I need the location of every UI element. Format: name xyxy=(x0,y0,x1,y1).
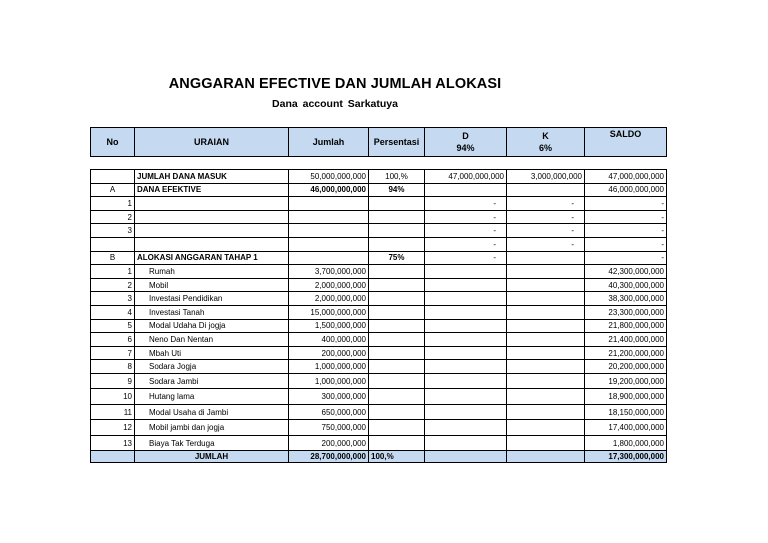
header-spacer xyxy=(91,157,667,170)
table-row xyxy=(91,373,667,389)
cell-no: 5 xyxy=(91,319,135,333)
cell-k: - xyxy=(507,197,585,211)
cell-saldo: - xyxy=(585,210,667,224)
cell-persentasi xyxy=(369,197,425,211)
cell-saldo: - xyxy=(585,197,667,211)
cell-d: - xyxy=(425,251,507,265)
cell-persentasi xyxy=(369,305,425,319)
cell-no xyxy=(91,170,135,184)
cell-d xyxy=(425,389,507,405)
cell-jumlah: 650,000,000 xyxy=(289,404,369,420)
cell-d xyxy=(425,420,507,436)
cell-jumlah: 200,000,000 xyxy=(289,346,369,360)
report-subtitle: Dana account Sarkatuya xyxy=(272,98,398,110)
header-persentasi: Persentasi xyxy=(369,128,425,157)
cell-d xyxy=(425,360,507,374)
table-row xyxy=(91,333,667,347)
cell-jumlah: 1,000,000,000 xyxy=(289,360,369,374)
cell-no: 7 xyxy=(91,346,135,360)
cell-uraian: Sodara Jambi xyxy=(135,373,289,389)
cell-d: - xyxy=(425,210,507,224)
cell-uraian: JUMLAH DANA MASUK xyxy=(135,170,289,184)
cell-jumlah: 1,500,000,000 xyxy=(289,319,369,333)
cell-no: 3 xyxy=(91,224,135,238)
cell-persentasi xyxy=(369,237,425,251)
cell-k xyxy=(507,360,585,374)
cell-uraian: Rumah xyxy=(135,265,289,279)
total-persentasi: 100,% xyxy=(369,451,425,463)
cell-saldo: 40,300,000,000 xyxy=(585,278,667,292)
cell-saldo: - xyxy=(585,224,667,238)
total-no xyxy=(91,451,135,463)
cell-saldo: 20,200,000,000 xyxy=(585,360,667,374)
cell-uraian: Investasi Pendidikan xyxy=(135,292,289,306)
cell-d: - xyxy=(425,224,507,238)
cell-k xyxy=(507,265,585,279)
header-d xyxy=(425,128,507,157)
cell-persentasi xyxy=(369,224,425,238)
cell-d xyxy=(425,333,507,347)
cell-uraian: Modal Udaha Di jogja xyxy=(135,319,289,333)
cell-persentasi: 75% xyxy=(369,251,425,265)
cell-saldo: 23,300,000,000 xyxy=(585,305,667,319)
cell-no: 4 xyxy=(91,305,135,319)
cell-uraian xyxy=(135,237,289,251)
cell-k xyxy=(507,420,585,436)
report-title: ANGGARAN EFECTIVE DAN JUMLAH ALOKASI xyxy=(168,76,502,92)
header-k-pct: 6% xyxy=(538,143,552,153)
cell-jumlah: 3,700,000,000 xyxy=(289,265,369,279)
table-row xyxy=(91,346,667,360)
table-row xyxy=(91,183,667,197)
cell-no: 12 xyxy=(91,420,135,436)
cell-d: - xyxy=(425,197,507,211)
total-label: JUMLAH xyxy=(135,451,289,463)
total-jumlah: 28,700,000,000 xyxy=(289,451,369,463)
cell-persentasi xyxy=(369,292,425,306)
header-d-pct: 94% xyxy=(456,143,475,153)
cell-d xyxy=(425,373,507,389)
cell-jumlah: 2,000,000,000 xyxy=(289,278,369,292)
table-row xyxy=(91,319,667,333)
cell-uraian: DANA EFEKTIVE xyxy=(135,183,289,197)
cell-d xyxy=(425,292,507,306)
cell-saldo: 19,200,000,000 xyxy=(585,373,667,389)
table-row xyxy=(91,420,667,436)
cell-d xyxy=(425,319,507,333)
cell-jumlah: 46,000,000,000 xyxy=(289,183,369,197)
table-row xyxy=(91,305,667,319)
cell-uraian: Investasi Tanah xyxy=(135,305,289,319)
cell-saldo: 17,400,000,000 xyxy=(585,420,667,436)
cell-saldo: 21,800,000,000 xyxy=(585,319,667,333)
cell-jumlah xyxy=(289,224,369,238)
cell-persentasi xyxy=(369,278,425,292)
cell-d xyxy=(425,278,507,292)
cell-d: - xyxy=(425,237,507,251)
cell-persentasi xyxy=(369,333,425,347)
table-row xyxy=(91,224,667,238)
cell-uraian: Biaya Tak Terduga xyxy=(135,435,289,451)
total-k xyxy=(507,451,585,463)
cell-k xyxy=(507,319,585,333)
cell-no: B xyxy=(91,251,135,265)
total-d xyxy=(425,451,507,463)
cell-uraian xyxy=(135,197,289,211)
cell-d xyxy=(425,346,507,360)
table-row xyxy=(91,404,667,420)
cell-k xyxy=(507,183,585,197)
cell-no xyxy=(91,237,135,251)
header-saldo: SALDO xyxy=(585,128,667,157)
table-header xyxy=(91,128,667,157)
cell-k xyxy=(507,305,585,319)
cell-saldo: 1,800,000,000 xyxy=(585,435,667,451)
cell-d xyxy=(425,305,507,319)
cell-persentasi xyxy=(369,404,425,420)
cell-saldo: 42,300,000,000 xyxy=(585,265,667,279)
cell-jumlah: 750,000,000 xyxy=(289,420,369,436)
table-row xyxy=(91,251,667,265)
header-no: No xyxy=(91,128,135,157)
cell-no: 2 xyxy=(91,210,135,224)
cell-persentasi xyxy=(369,210,425,224)
cell-saldo: 18,150,000,000 xyxy=(585,404,667,420)
cell-saldo: 18,900,000,000 xyxy=(585,389,667,405)
cell-no: 1 xyxy=(91,197,135,211)
cell-d: 47,000,000,000 xyxy=(425,170,507,184)
cell-no: 3 xyxy=(91,292,135,306)
cell-no: 2 xyxy=(91,278,135,292)
cell-saldo: - xyxy=(585,237,667,251)
cell-saldo: 47,000,000,000 xyxy=(585,170,667,184)
cell-persentasi: 100,% xyxy=(369,170,425,184)
cell-d xyxy=(425,404,507,420)
cell-no: 11 xyxy=(91,404,135,420)
cell-d xyxy=(425,435,507,451)
cell-k xyxy=(507,346,585,360)
cell-persentasi xyxy=(369,265,425,279)
table-row xyxy=(91,210,667,224)
cell-jumlah: 1,000,000,000 xyxy=(289,373,369,389)
total-row xyxy=(91,451,667,463)
cell-saldo: 46,000,000,000 xyxy=(585,183,667,197)
cell-persentasi xyxy=(369,319,425,333)
cell-k xyxy=(507,251,585,265)
header-k xyxy=(507,128,585,157)
total-saldo: 17,300,000,000 xyxy=(585,451,667,463)
cell-uraian: Mobil xyxy=(135,278,289,292)
cell-uraian: Modal Usaha di Jambi xyxy=(135,404,289,420)
cell-jumlah: 200,000,000 xyxy=(289,435,369,451)
table-row xyxy=(91,435,667,451)
cell-jumlah: 300,000,000 xyxy=(289,389,369,405)
table-row xyxy=(91,197,667,211)
cell-no: 13 xyxy=(91,435,135,451)
cell-no: 10 xyxy=(91,389,135,405)
cell-no: A xyxy=(91,183,135,197)
cell-jumlah xyxy=(289,197,369,211)
cell-uraian xyxy=(135,210,289,224)
cell-uraian: Hutang lama xyxy=(135,389,289,405)
cell-jumlah xyxy=(289,237,369,251)
cell-k xyxy=(507,292,585,306)
table-row xyxy=(91,170,667,184)
cell-d xyxy=(425,265,507,279)
cell-k xyxy=(507,389,585,405)
cell-saldo: - xyxy=(585,251,667,265)
cell-no: 9 xyxy=(91,373,135,389)
cell-k xyxy=(507,278,585,292)
cell-persentasi: 94% xyxy=(369,183,425,197)
cell-persentasi xyxy=(369,373,425,389)
cell-jumlah: 2,000,000,000 xyxy=(289,292,369,306)
cell-k xyxy=(507,435,585,451)
header-d-label: D xyxy=(462,131,469,141)
table-row xyxy=(91,237,667,251)
header-k-label: K xyxy=(542,131,549,141)
table-row xyxy=(91,278,667,292)
cell-saldo: 21,200,000,000 xyxy=(585,346,667,360)
cell-saldo: 38,300,000,000 xyxy=(585,292,667,306)
table-row xyxy=(91,360,667,374)
cell-persentasi xyxy=(369,360,425,374)
table-row xyxy=(91,292,667,306)
table-body xyxy=(91,170,667,451)
table-row xyxy=(91,389,667,405)
cell-no: 8 xyxy=(91,360,135,374)
cell-jumlah xyxy=(289,210,369,224)
cell-uraian: Neno Dan Nentan xyxy=(135,333,289,347)
cell-uraian: ALOKASI ANGGARAN TAHAP 1 xyxy=(135,251,289,265)
cell-k: - xyxy=(507,224,585,238)
cell-persentasi xyxy=(369,435,425,451)
cell-k xyxy=(507,333,585,347)
cell-k: - xyxy=(507,210,585,224)
cell-k: - xyxy=(507,237,585,251)
allocation-table xyxy=(90,127,667,463)
cell-no: 1 xyxy=(91,265,135,279)
cell-uraian: Sodara Jogja xyxy=(135,360,289,374)
cell-persentasi xyxy=(369,420,425,436)
cell-jumlah: 15,000,000,000 xyxy=(289,305,369,319)
cell-persentasi xyxy=(369,346,425,360)
cell-uraian xyxy=(135,224,289,238)
header-jumlah: Jumlah xyxy=(289,128,369,157)
cell-d xyxy=(425,183,507,197)
header-uraian: URAIAN xyxy=(135,128,289,157)
table-row xyxy=(91,265,667,279)
cell-jumlah: 400,000,000 xyxy=(289,333,369,347)
cell-k xyxy=(507,404,585,420)
cell-uraian: Mbah Uti xyxy=(135,346,289,360)
cell-k: 3,000,000,000 xyxy=(507,170,585,184)
cell-k xyxy=(507,373,585,389)
cell-no: 6 xyxy=(91,333,135,347)
cell-persentasi xyxy=(369,389,425,405)
cell-jumlah: 50,000,000,000 xyxy=(289,170,369,184)
cell-jumlah xyxy=(289,251,369,265)
cell-uraian: Mobil jambi dan jogja xyxy=(135,420,289,436)
cell-saldo: 21,400,000,000 xyxy=(585,333,667,347)
